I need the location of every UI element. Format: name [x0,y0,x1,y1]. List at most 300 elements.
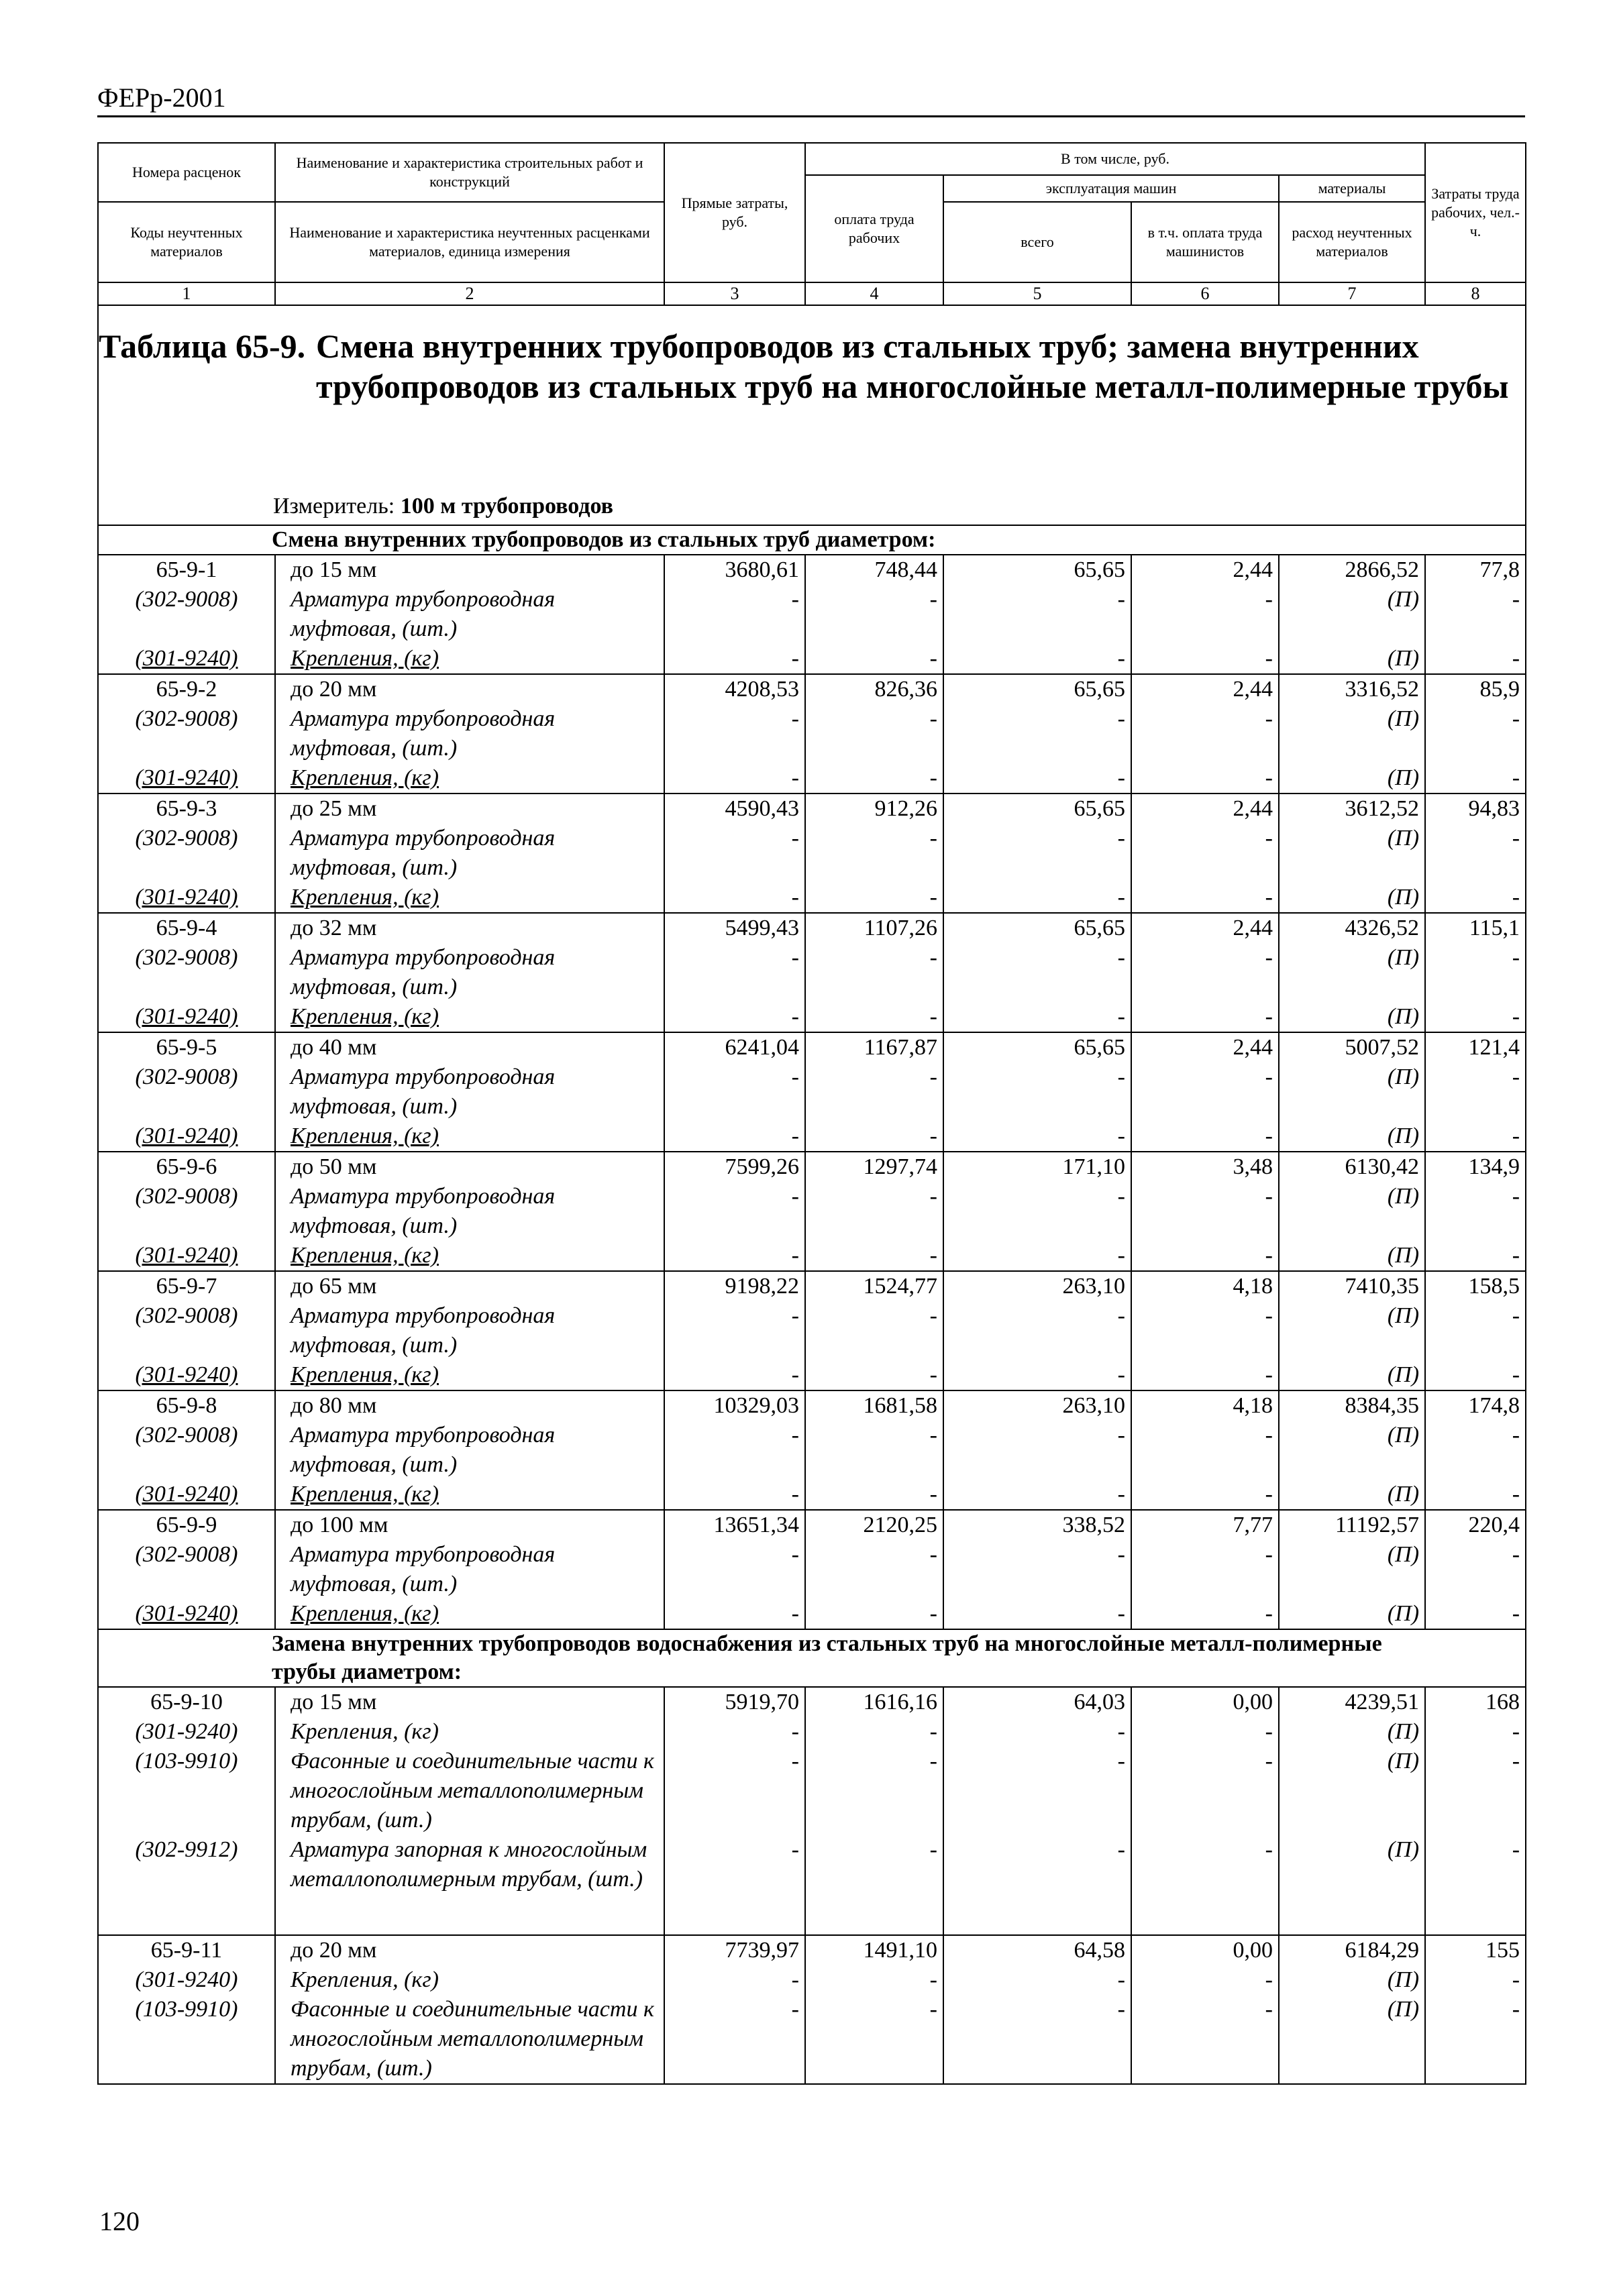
material-code: (302-9912) [98,1835,275,1935]
material-dash: - [805,1002,943,1032]
table-row [98,1717,1526,1747]
material-dash: - [943,1965,1131,1995]
rate-value-c6: 2,44 [1131,674,1279,704]
material-dash: - [1425,1835,1526,1935]
material-code: (301-9240) [98,1599,275,1629]
material-unpriced: (П) [1279,1540,1425,1599]
material-dash: - [1425,1421,1526,1480]
material-dash: - [1425,1965,1526,1995]
material-name: Крепления, (кг) [275,1360,664,1390]
material-dash: - [664,704,805,763]
material-name: Крепления, (кг) [275,1965,664,1995]
material-code: (301-9240) [98,1965,275,1995]
table-row [98,1122,1526,1152]
table-row [98,1540,1526,1599]
material-name: Арматура трубопроводная муфтовая, (шт.) [275,1540,664,1599]
rate-value-c7: 4326,52 [1279,913,1425,943]
material-dash: - [1131,1599,1279,1629]
rate-value-c4: 748,44 [805,555,943,585]
material-code: (301-9240) [98,644,275,674]
rate-name: до 15 мм [275,1687,664,1717]
material-dash: - [1131,1747,1279,1835]
rate-value-c4: 1491,10 [805,1935,943,1965]
material-code: (302-9008) [98,1062,275,1122]
table-row [98,1152,1526,1182]
material-dash: - [943,1480,1131,1510]
material-dash: - [943,1540,1131,1599]
rate-code: 65-9-5 [98,1032,275,1062]
material-dash: - [664,1360,805,1390]
material-code: (301-9240) [98,883,275,913]
material-dash: - [805,1995,943,2084]
material-dash: - [1425,585,1526,644]
material-unpriced: (П) [1279,1421,1425,1480]
rate-name: до 50 мм [275,1152,664,1182]
table-row [98,763,1526,794]
rate-value-c8: 94,83 [1425,794,1526,824]
rate-value-c6: 7,77 [1131,1510,1279,1540]
material-dash: - [1425,1480,1526,1510]
table-row [98,1360,1526,1390]
rate-value-c8: 121,4 [1425,1032,1526,1062]
rate-code: 65-9-7 [98,1271,275,1301]
material-dash: - [805,1062,943,1122]
rate-code: 65-9-10 [98,1687,275,1717]
rate-name: до 65 мм [275,1271,664,1301]
material-dash: - [664,1995,805,2084]
rate-value-c5: 64,03 [943,1687,1131,1717]
table-row [98,794,1526,824]
col5-header: всего [943,202,1131,282]
table-row [98,1182,1526,1241]
material-dash: - [943,1360,1131,1390]
table-row [98,1032,1526,1062]
material-name: Арматура трубопроводная муфтовая, (шт.) [275,824,664,883]
rate-value-c5: 64,58 [943,1935,1131,1965]
material-unpriced: (П) [1279,1241,1425,1271]
rate-value-c3: 4590,43 [664,794,805,824]
material-unpriced: (П) [1279,1301,1425,1360]
material-dash: - [664,1122,805,1152]
material-name: Крепления, (кг) [275,1122,664,1152]
material-unpriced: (П) [1279,1002,1425,1032]
header-rule [97,115,1525,117]
material-dash: - [1425,1122,1526,1152]
rate-code: 65-9-4 [98,913,275,943]
rate-value-c5: 171,10 [943,1152,1131,1182]
rate-value-c6: 4,18 [1131,1390,1279,1421]
page-number: 120 [99,2206,140,2236]
rate-value-c5: 338,52 [943,1510,1131,1540]
rate-name: до 15 мм [275,555,664,585]
material-dash: - [1425,883,1526,913]
rate-value-c3: 7599,26 [664,1152,805,1182]
rate-value-c4: 2120,25 [805,1510,943,1540]
material-code: (302-9008) [98,1301,275,1360]
col8-header: Затраты труда рабочих, чел.-ч. [1425,143,1526,282]
rate-value-c3: 13651,34 [664,1510,805,1540]
material-dash: - [943,1747,1131,1835]
rate-value-c7: 5007,52 [1279,1032,1425,1062]
material-name: Арматура трубопроводная муфтовая, (шт.) [275,1062,664,1122]
material-dash: - [805,1965,943,1995]
material-name: Крепления, (кг) [275,1599,664,1629]
material-unpriced: (П) [1279,883,1425,913]
material-unpriced: (П) [1279,704,1425,763]
material-name: Крепления, (кг) [275,1717,664,1747]
material-dash: - [943,1995,1131,2084]
materials-header: материалы [1279,175,1425,202]
material-dash: - [664,1241,805,1271]
material-dash: - [1131,943,1279,1002]
rate-name: до 80 мм [275,1390,664,1421]
col2-top-header: Наименование и характеристика строительных работ и конструкций [275,143,664,202]
material-dash: - [1131,1182,1279,1241]
material-dash: - [805,1540,943,1599]
material-code: (302-9008) [98,704,275,763]
material-dash: - [664,1301,805,1360]
material-dash: - [805,1835,943,1935]
material-dash: - [1131,1835,1279,1935]
material-dash: - [664,1717,805,1747]
material-code: (301-9240) [98,1717,275,1747]
material-dash: - [1425,824,1526,883]
material-dash: - [1131,1540,1279,1599]
table-row [98,1747,1526,1835]
material-dash: - [943,704,1131,763]
material-name: Крепления, (кг) [275,763,664,794]
material-dash: - [1131,1002,1279,1032]
rate-value-c6: 3,48 [1131,1152,1279,1182]
material-dash: - [1131,1421,1279,1480]
material-dash: - [664,824,805,883]
material-dash: - [664,1002,805,1032]
rate-value-c7: 8384,35 [1279,1390,1425,1421]
material-dash: - [1131,824,1279,883]
rate-code: 65-9-6 [98,1152,275,1182]
col3-header: Прямые затраты, руб. [664,143,805,282]
rate-value-c4: 1167,87 [805,1032,943,1062]
material-unpriced: (П) [1279,943,1425,1002]
material-dash: - [1425,1360,1526,1390]
col7-header: расход неучтенных материалов [1279,202,1425,282]
rate-value-c4: 1524,77 [805,1271,943,1301]
rate-value-c5: 65,65 [943,1032,1131,1062]
material-dash: - [943,824,1131,883]
material-unpriced: (П) [1279,763,1425,794]
rate-value-c8: 77,8 [1425,555,1526,585]
material-dash: - [664,1480,805,1510]
material-dash: - [943,763,1131,794]
material-dash: - [1425,943,1526,1002]
material-dash: - [664,943,805,1002]
material-dash: - [1425,763,1526,794]
rate-value-c3: 5499,43 [664,913,805,943]
table-prefix: Таблица 65-9. [99,327,306,365]
material-unpriced: (П) [1279,1122,1425,1152]
rate-value-c7: 4239,51 [1279,1687,1425,1717]
table-row [98,883,1526,913]
material-unpriced: (П) [1279,1182,1425,1241]
column-number: 5 [943,282,1131,305]
rate-code: 65-9-1 [98,555,275,585]
col1-top-header: Номера расценок [98,143,275,202]
material-name: Крепления, (кг) [275,883,664,913]
col4-header: оплата труда рабочих [805,175,943,282]
rate-name: до 20 мм [275,1935,664,1965]
material-dash: - [805,1122,943,1152]
section-title: Замена внутренних трубопроводов водоснабжения из стальных труб на многослойные металл-полимерные трубы диаметром: [272,1631,1382,1684]
material-dash: - [805,883,943,913]
material-unpriced: (П) [1279,1480,1425,1510]
rate-code: 65-9-11 [98,1935,275,1965]
col6-header: в т.ч. оплата труда машинистов [1131,202,1279,282]
material-dash: - [943,1301,1131,1360]
material-dash: - [664,1062,805,1122]
material-dash: - [805,1301,943,1360]
table-row [98,1480,1526,1510]
material-dash: - [943,943,1131,1002]
material-dash: - [1425,644,1526,674]
table-row [98,1062,1526,1122]
material-dash: - [664,763,805,794]
material-dash: - [805,585,943,644]
rate-value-c6: 2,44 [1131,913,1279,943]
rate-name: до 32 мм [275,913,664,943]
rate-value-c3: 6241,04 [664,1032,805,1062]
material-code: (103-9910) [98,1995,275,2084]
material-code: (302-9008) [98,1540,275,1599]
rate-value-c4: 1107,26 [805,913,943,943]
material-code: (301-9240) [98,1241,275,1271]
material-code: (302-9008) [98,943,275,1002]
rate-value-c4: 826,36 [805,674,943,704]
table-row [98,1510,1526,1540]
material-unpriced: (П) [1279,1599,1425,1629]
measure-line [273,494,613,519]
column-numbers-row [98,282,1526,305]
material-dash: - [943,1717,1131,1747]
material-dash: - [664,1835,805,1935]
material-dash: - [1131,1480,1279,1510]
table-row [98,1965,1526,1995]
rate-value-c7: 6184,29 [1279,1935,1425,1965]
rate-name: до 40 мм [275,1032,664,1062]
material-dash: - [1131,763,1279,794]
table-row [98,1687,1526,1717]
rate-value-c8: 220,4 [1425,1510,1526,1540]
material-dash: - [1425,1717,1526,1747]
table-row [98,1002,1526,1032]
page-header-title: ФЕРр-2001 [97,83,226,113]
material-dash: - [943,883,1131,913]
table-row [98,704,1526,763]
material-name: Крепления, (кг) [275,1480,664,1510]
material-name: Крепления, (кг) [275,644,664,674]
material-dash: - [1425,1747,1526,1835]
material-unpriced: (П) [1279,1717,1425,1747]
material-name: Арматура трубопроводная муфтовая, (шт.) [275,1421,664,1480]
rate-value-c7: 7410,35 [1279,1271,1425,1301]
table-row [98,1421,1526,1480]
table-row [98,824,1526,883]
material-dash: - [805,704,943,763]
material-unpriced: (П) [1279,585,1425,644]
material-dash: - [805,824,943,883]
rate-value-c7: 2866,52 [1279,555,1425,585]
material-dash: - [943,1599,1131,1629]
material-unpriced: (П) [1279,1835,1425,1935]
material-unpriced: (П) [1279,1965,1425,1995]
material-dash: - [1425,1540,1526,1599]
table-row [98,1271,1526,1301]
rate-name: до 100 мм [275,1510,664,1540]
material-code: (301-9240) [98,1002,275,1032]
material-dash: - [1425,1301,1526,1360]
rate-code: 65-9-8 [98,1390,275,1421]
rates-table [97,142,1526,2085]
material-dash: - [1131,585,1279,644]
material-dash: - [943,1241,1131,1271]
material-dash: - [1425,1062,1526,1122]
material-dash: - [664,1747,805,1835]
rate-value-c5: 65,65 [943,674,1131,704]
rate-value-c7: 3316,52 [1279,674,1425,704]
material-name: Крепления, (кг) [275,1002,664,1032]
rate-value-c6: 2,44 [1131,555,1279,585]
rate-code: 65-9-9 [98,1510,275,1540]
rate-value-c4: 1616,16 [805,1687,943,1717]
material-dash: - [664,883,805,913]
material-dash: - [943,644,1131,674]
col2-bottom-header: Наименование и характеристика неучтенных расценками материалов, единица измерения [275,202,664,282]
material-dash: - [943,1122,1131,1152]
rate-value-c5: 65,65 [943,794,1131,824]
material-name: Арматура трубопроводная муфтовая, (шт.) [275,943,664,1002]
rate-value-c6: 0,00 [1131,1687,1279,1717]
material-dash: - [1131,1301,1279,1360]
column-number: 4 [805,282,943,305]
table-row [98,644,1526,674]
rate-value-c3: 10329,03 [664,1390,805,1421]
material-code: (103-9910) [98,1747,275,1835]
material-dash: - [664,1965,805,1995]
material-dash: - [805,1599,943,1629]
table-row [98,1301,1526,1360]
material-code: (302-9008) [98,824,275,883]
material-unpriced: (П) [1279,1995,1425,2084]
material-dash: - [943,1062,1131,1122]
material-dash: - [1131,1965,1279,1995]
material-code: (302-9008) [98,585,275,644]
rate-value-c3: 3680,61 [664,555,805,585]
material-code: (301-9240) [98,1480,275,1510]
material-unpriced: (П) [1279,1062,1425,1122]
rate-value-c8: 85,9 [1425,674,1526,704]
material-dash: - [1425,1995,1526,2084]
material-code: (302-9008) [98,1182,275,1241]
material-dash: - [943,1002,1131,1032]
material-dash: - [1131,1062,1279,1122]
rate-value-c5: 65,65 [943,913,1131,943]
rate-value-c3: 5919,70 [664,1687,805,1717]
rate-name: до 25 мм [275,794,664,824]
material-dash: - [664,644,805,674]
material-dash: - [943,1421,1131,1480]
material-dash: - [805,1717,943,1747]
group-header: В том числе, руб. [805,143,1425,175]
table-row [98,585,1526,644]
table-title-block [99,306,1525,525]
machines-header: эксплуатация машин [943,175,1279,202]
table-row [98,674,1526,704]
material-dash: - [1131,883,1279,913]
material-dash: - [1131,1717,1279,1747]
material-dash: - [943,1182,1131,1241]
material-dash: - [1425,1241,1526,1271]
material-name: Фасонные и соединительные части к многослойным металлополимерным трубам, (шт.) [275,1747,664,1835]
material-dash: - [805,1241,943,1271]
material-dash: - [805,1480,943,1510]
material-unpriced: (П) [1279,824,1425,883]
material-dash: - [943,1835,1131,1935]
rate-value-c3: 7739,97 [664,1935,805,1965]
material-dash: - [664,1540,805,1599]
measure-label: Измеритель: [273,494,395,518]
rate-code: 65-9-3 [98,794,275,824]
column-number: 1 [98,282,275,305]
material-dash: - [805,1360,943,1390]
material-unpriced: (П) [1279,1747,1425,1835]
material-dash: - [664,1421,805,1480]
material-dash: - [1131,644,1279,674]
table-row [98,1935,1526,1965]
table-row [98,1241,1526,1271]
table-title: Смена внутренних трубопроводов из стальных труб; замена внутренних трубопроводов из стальных труб на многослойные металл-полимерные трубы [316,327,1509,405]
column-number: 6 [1131,282,1279,305]
material-dash: - [1425,1002,1526,1032]
material-code: (301-9240) [98,1122,275,1152]
rate-value-c8: 174,8 [1425,1390,1526,1421]
material-name: Арматура трубопроводная муфтовая, (шт.) [275,1182,664,1241]
rate-value-c4: 912,26 [805,794,943,824]
rate-value-c5: 65,65 [943,555,1131,585]
rate-value-c8: 134,9 [1425,1152,1526,1182]
material-name: Фасонные и соединительные части к многослойным металлополимерным трубам, (шт.) [275,1995,664,2084]
material-name: Арматура запорная к многослойным металлополимерным трубам, (шт.) [275,1835,664,1935]
table-row [98,1835,1526,1935]
section-title: Смена внутренних трубопроводов из стальных труб диаметром: [272,527,936,552]
rate-value-c8: 168 [1425,1687,1526,1717]
rate-value-c5: 263,10 [943,1271,1131,1301]
material-dash: - [1425,1182,1526,1241]
material-name: Арматура трубопроводная муфтовая, (шт.) [275,585,664,644]
table-row [98,913,1526,943]
table-row [98,943,1526,1002]
material-dash: - [805,1182,943,1241]
measure-value: 100 м трубопроводов [400,494,614,518]
rate-code: 65-9-2 [98,674,275,704]
col1-bottom-header: Коды неучтенных материалов [98,202,275,282]
material-dash: - [1131,1122,1279,1152]
material-dash: - [1131,704,1279,763]
material-dash: - [805,943,943,1002]
column-number: 8 [1425,282,1526,305]
material-dash: - [664,585,805,644]
material-name: Арматура трубопроводная муфтовая, (шт.) [275,1301,664,1360]
material-dash: - [805,1747,943,1835]
material-code: (301-9240) [98,763,275,794]
